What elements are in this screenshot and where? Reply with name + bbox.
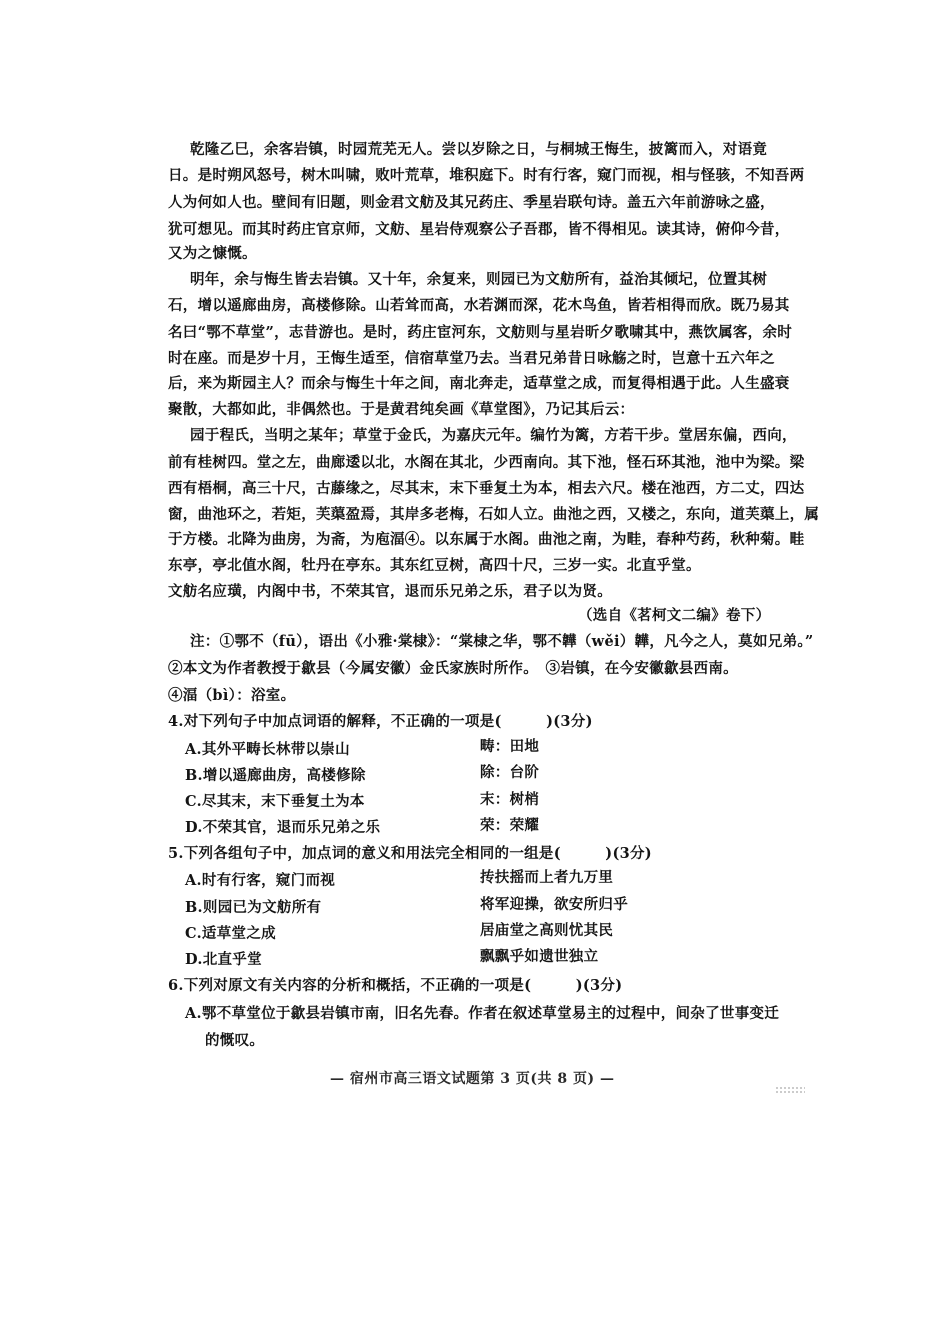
- note-line: ②本文为作者教授于歙县（今属安徽）金氏家族时所作。 ③岩镇，在今安徽歙县西南。: [168, 660, 738, 677]
- passage-line: 时在座。而是岁十月，王悔生适至，信宿草堂乃去。当君兄弟昔日咏觞之时，岂意十五六年之: [168, 350, 775, 367]
- passage-line: 前有桂树四。堂之左，曲廊逶以北，水阁在其北，少西南向。其下池，怪石环其池，池中为梁。梁: [168, 454, 805, 471]
- passage-line: 乾隆乙巳，余客岩镇，时园荒芜无人。尝以岁除之日，与桐城王悔生，披篱而入，对语竟: [190, 141, 768, 158]
- question-6-stem: 6.下列对原文有关内容的分析和概括，不正确的一项是( )(3分): [168, 977, 623, 994]
- q4-option-b-gloss: 除：台阶: [480, 764, 540, 781]
- q5-option-c-pair: 居庙堂之高则忧其民: [480, 922, 614, 939]
- q5-option-b: B.则园已为文舫所有: [185, 899, 322, 916]
- q4-option-a-gloss: 畴：田地: [480, 738, 540, 755]
- q6-option-a-line2: 的慨叹。: [205, 1032, 265, 1049]
- scan-speck: [775, 1086, 805, 1094]
- q4-option-b: B.增以遥廊曲房，高楼修除: [185, 767, 366, 784]
- passage-line: 石，增以遥廊曲房，高楼修除。山若耸而高，水若渊而深，花木鸟鱼，皆若相得而欣。既乃易其: [168, 297, 790, 314]
- q5-option-d-pair: 飘飘乎如遗世独立: [480, 948, 599, 965]
- q4-option-a: A.其外平畴长林带以崇山: [185, 741, 350, 758]
- passage-line: 后，来为斯园主人？而余与悔生十年之间，南北奔走，适草堂之成，而复得相遇于此。人生盛衰: [168, 375, 790, 392]
- question-4-stem: 4.对下列句子中加点词语的解释，不正确的一项是( )(3分): [168, 713, 593, 730]
- passage-line: 窗，曲池环之，若矩，芙蕖盈焉，其岸多老梅，石如人立。曲池之西，又楼之，东向，道芙蕖上，属: [168, 506, 820, 523]
- passage-line: 日。是时朔风怒号，树木叫啸，败叶荒草，堆积庭下。时有行客，窥门而视，相与怪骇，不知吾两: [168, 167, 805, 184]
- question-5-stem: 5.下列各组句子中，加点词的意义和用法完全相同的一组是( )(3分): [168, 845, 652, 862]
- q4-option-c-gloss: 末：树梢: [480, 791, 540, 808]
- page-footer: — 宿州市高三语文试题第 3 页(共 8 页) —: [330, 1071, 615, 1087]
- q6-option-a-line1: A.鄂不草堂位于歙县岩镇市南，旧名先春。作者在叙述草堂易主的过程中，间杂了世事变迁: [185, 1005, 780, 1022]
- passage-line: 东亭，亭北值水阁，牡丹在亭东。其东红豆树，高四十尺，三岁一实。北直乎堂。: [168, 557, 701, 574]
- source-citation: （选自《茗柯文二编》卷下）: [578, 607, 771, 624]
- passage-line: 西有梧桐，高三十尺，古藤缘之，尽其末，末下垂复土为本，相去六尺。楼在池西，方二丈，四达: [168, 480, 805, 497]
- passage-line: 明年，余与悔生皆去岩镇。又十年，余复来，则园已为文舫所有，益治其倾圮，位置其树: [190, 271, 768, 288]
- q5-option-a: A.时有行客，窥门而视: [185, 872, 336, 889]
- passage-line: 园于程氏，当明之某年；草堂于金氏，为嘉庆元年。编竹为篱，方若干步。堂居东偏，西向，: [190, 427, 797, 444]
- note-line: ④湢（bì）：浴室。: [168, 687, 296, 704]
- q5-option-b-pair: 将军迎操，欲安所归乎: [480, 896, 628, 913]
- q4-option-d-gloss: 荣：荣耀: [480, 817, 540, 834]
- q5-option-a-pair: 抟扶摇而上者九万里: [480, 869, 614, 886]
- q5-option-d: D.北直乎堂: [185, 951, 262, 968]
- q5-option-c: C.适草堂之成: [185, 925, 276, 942]
- passage-line: 人为何如人也。壁间有旧题，则金君文舫及其兄药庄、季星岩联句诗。盖五六年前游咏之盛，: [168, 194, 775, 211]
- passage-line: 聚散，大都如此，非偶然也。于是黄君纯矣画《草堂图》，乃记其后云：: [168, 401, 635, 418]
- passage-line: 名曰“鄂不草堂”，志昔游也。是时，药庄宦河东，文舫则与星岩昕夕歌啸其中，燕饮属客，余时: [168, 324, 793, 341]
- q4-option-c: C.尽其末，末下垂复土为本: [185, 793, 365, 810]
- passage-line: 于方楼。北降为曲房，为斋，为庖湢④。以东属于水阁。曲池之南，为畦，春种芍药，秋种菊。畦: [168, 531, 805, 548]
- passage-line: 文舫名应璜，内阁中书，不荣其官，退而乐兄弟之乐，君子以为贤。: [168, 583, 612, 600]
- q4-option-d: D.不荣其官，退而乐兄弟之乐: [185, 819, 381, 836]
- passage-line: 又为之慷慨。: [168, 245, 257, 262]
- passage-line: 犹可想见。而其时药庄官京师，文舫、星岩侍观察公子吾郡，皆不得相见。读其诗，俯仰今昔，: [168, 221, 790, 238]
- note-line: 注：①鄂不（fū），语出《小雅·棠棣》：“棠棣之华，鄂不韡（wěi）韡，凡今之人，莫如兄弟。”: [190, 633, 814, 650]
